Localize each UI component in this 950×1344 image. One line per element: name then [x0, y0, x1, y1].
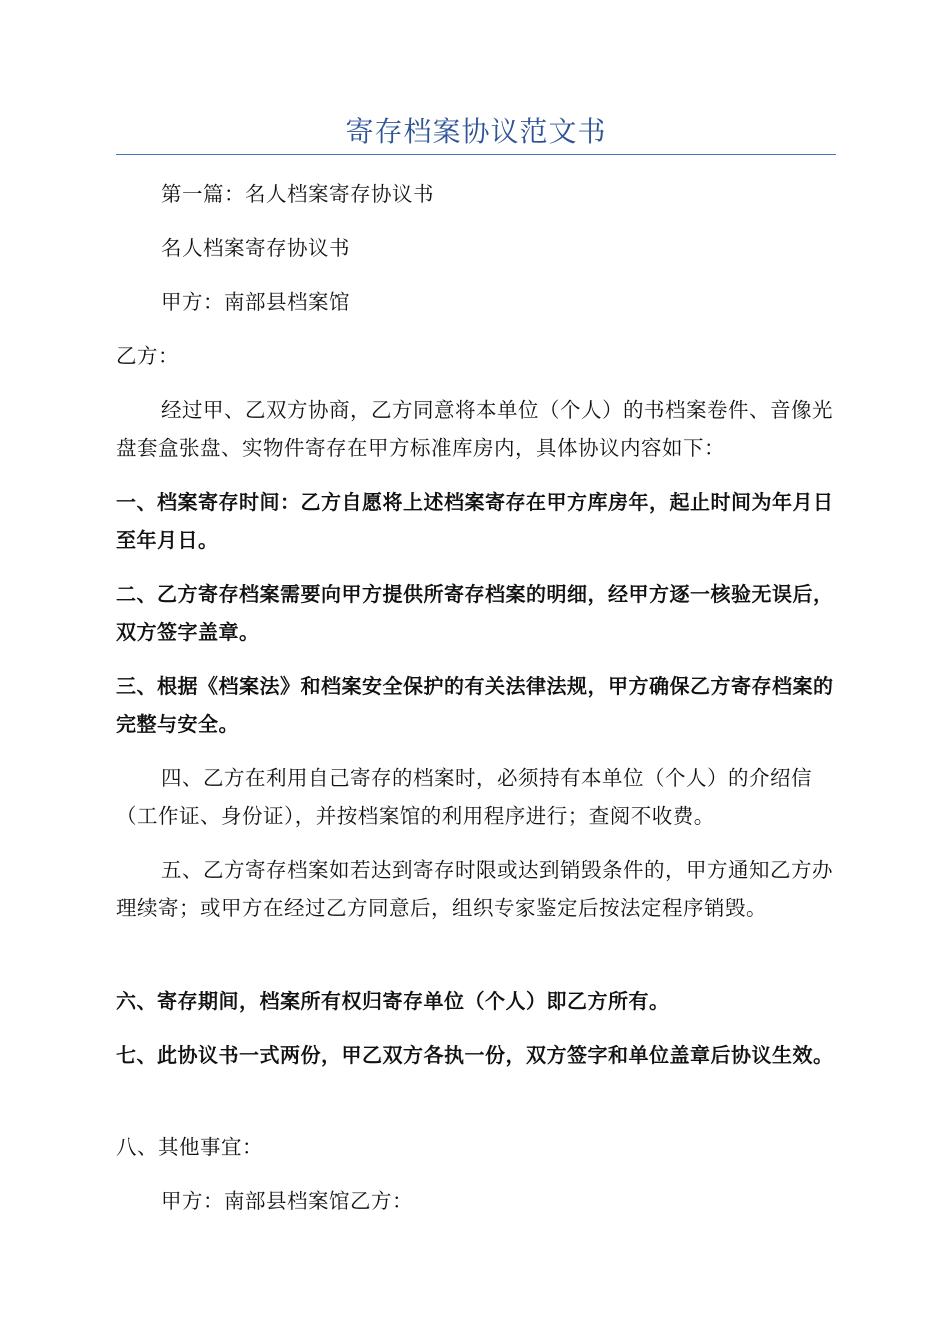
clause-8: 八、其他事宜： [116, 1135, 263, 1159]
paragraph-party-a: 甲方：南部县档案馆 [161, 290, 350, 314]
signature-line: 甲方：南部县档案馆乙方： [161, 1189, 413, 1213]
clause-1: 一、档案寄存时间：乙方自愿将上述档案寄存在甲方库房年，起止时间为年月日至年月日。 [116, 490, 834, 552]
document-page [116, 0, 836, 1344]
clause-4: 四、乙方在利用自己寄存的档案时，必须持有本单位（个人）的介绍信（工作证、身份证），并按档案馆的利用程序进行；查阅不收费。 [116, 766, 812, 828]
title-underline [116, 154, 836, 155]
clause-5: 五、乙方寄存档案如若达到寄存时限或达到销毁条件的，甲方通知乙方办理续寄；或甲方在经过乙方同意后，组织专家鉴定后按法定程序销毁。 [116, 858, 833, 920]
clause-6: 六、寄存期间，档案所有权归寄存单位（个人）即乙方所有。 [116, 989, 670, 1013]
clause-7: 七、此协议书一式两份，甲乙双方各执一份，双方签字和单位盖章后协议生效。 [116, 1043, 834, 1067]
paragraph-intro: 经过甲、乙双方协商，乙方同意将本单位（个人）的书档案卷件、音像光盘套盒张盘、实物件寄存在甲方标准库房内，具体协议内容如下： [116, 398, 833, 460]
clause-2: 二、乙方寄存档案需要向甲方提供所寄存档案的明细，经甲方逐一核验无误后，双方签字盖章。 [116, 582, 834, 644]
clause-3: 三、根据《档案法》和档案安全保护的有关法律法规，甲方确保乙方寄存档案的完整与安全。 [116, 674, 834, 736]
paragraph-section-heading: 第一篇：名人档案寄存协议书 [161, 182, 434, 206]
paragraph-party-b: 乙方： [116, 344, 179, 368]
paragraph-agreement-name: 名人档案寄存协议书 [161, 236, 350, 260]
document-title: 寄存档案协议范文书 [345, 115, 607, 148]
